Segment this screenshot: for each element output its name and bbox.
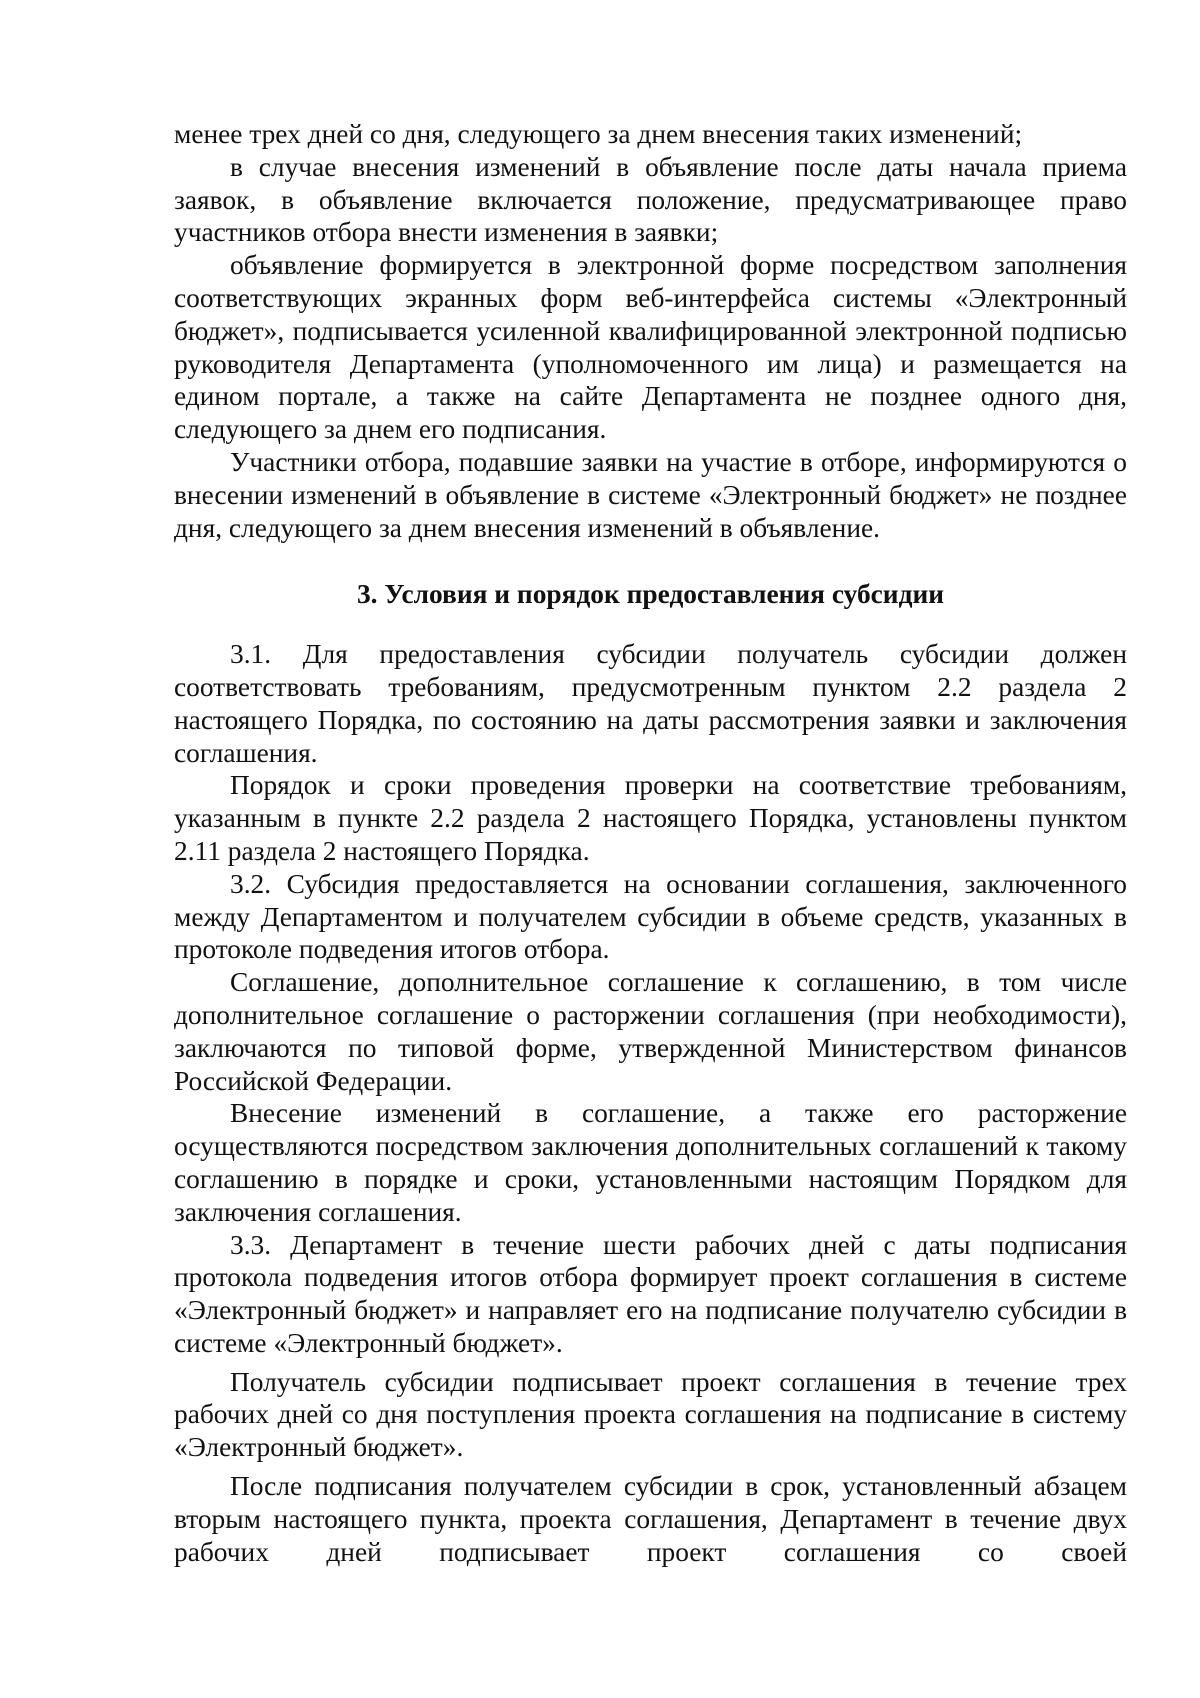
paragraph-after-signing: После подписания получателем субсидии в срок, установленный абзацем вторым настоящего пункта, проекта соглашения, Департамент в течение двух рабочих дней подписывает проект соглашения со своей (174, 1471, 1127, 1567)
paragraph-participants-informed: Участники отбора, подавшие заявки на участие в отборе, информируются о внесении изменений в объявление в системе «Электронный бюджет» не позднее дня, следующего за днем внесения изменений в объявление. (174, 446, 1127, 543)
paragraph-verification-order: Порядок и сроки проведения проверки на соответствие требованиям, указанным в пункте 2.2 раздела 2 настоящего Порядка, установлены пунктом 2.11 раздела 2 настоящего Порядка. (174, 770, 1127, 866)
document-body (174, 118, 1127, 1568)
paragraph-agreement-changes: Внесение изменений в соглашение, а также его расторжение осуществляются посредством заключения дополнительных соглашений к такому соглашению в порядке и сроки, установленными настоящим Порядком для заключения соглашения. (174, 1098, 1127, 1227)
paragraph-3-3: 3.3. Департамент в течение шести рабочих дней с даты подписания протокола подведения итогов отбора формирует проект соглашения в системе «Электронный бюджет» и направляет его на подписание получателю субсидии в системе «Электронный бюджет». (174, 1229, 1127, 1358)
paragraph-continuation: менее трех дней со дня, следующего за днем внесения таких изменений; (174, 119, 1023, 149)
paragraph-agreement-form: Соглашение, дополнительное соглашение к соглашению, в том числе дополнительное соглашение о расторжении соглашения (при необходимости), заключаются по типовой форме, утвержденной Министерством финансов Российской Федерации. (174, 967, 1127, 1096)
paragraph-recipient-signs: Получатель субсидии подписывает проект соглашения в течение трех рабочих дней со дня поступления проекта соглашения на подписание в систему «Электронный бюджет». (174, 1366, 1127, 1463)
paragraph-3-1: 3.1. Для предоставления субсидии получатель субсидии должен соответствовать требованиям, предусмотренным пунктом 2.2 раздела 2 настоящего Порядка, по состоянию на даты рассмотрения заявки и заключения соглашения. (174, 639, 1127, 768)
section-heading: 3. Условия и порядок предоставления субсидии (356, 579, 945, 610)
paragraph-electronic-form: объявление формируется в электронной форме посредством заполнения соответствующих экранных форм веб-интерфейса системы «Электронный бюджет», подписывается усиленной квалифицированной электронной подписью руководителя Департамента (уполномоченного им лица) и размещается на едином портале, а также на сайте Департамента не позднее одного дня, следующего за днем его подписания. (174, 250, 1127, 445)
paragraph-changes-after-start: в случае внесения изменений в объявление после даты начала приема заявок, в объявление включается положение, предусматривающее право участников отбора внести изменения в заявки; (174, 151, 1127, 248)
paragraph-3-2: 3.2. Субсидия предоставляется на основании соглашения, заключенного между Департаментом и получателем субсидии в объеме средств, указанных в протоколе подведения итогов отбора. (174, 868, 1127, 965)
